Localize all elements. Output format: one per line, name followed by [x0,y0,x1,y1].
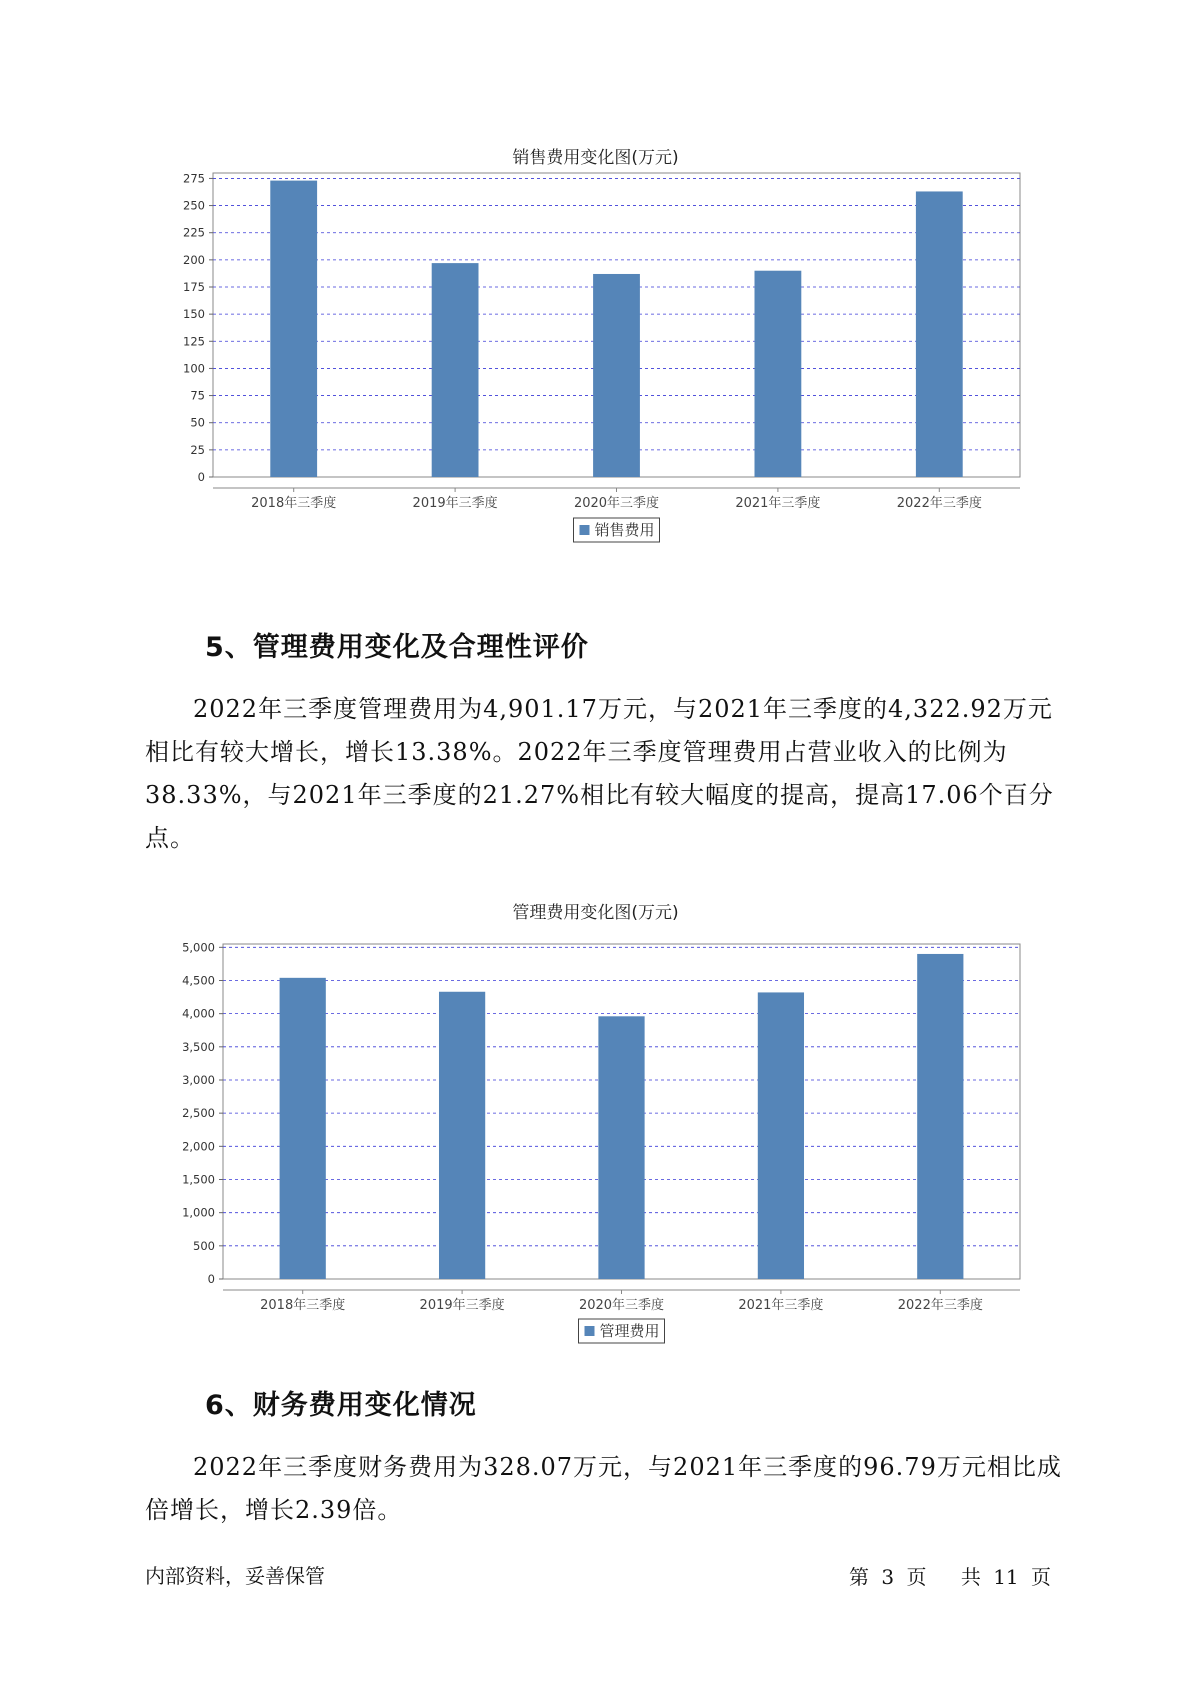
y-tick-label: 150 [183,307,205,322]
y-tick-label: 125 [183,334,205,349]
bar [432,263,479,477]
bar [916,191,963,477]
page-unit: 页 [906,1565,927,1589]
x-category-label: 2018年三季度 [260,1298,346,1313]
bar [593,274,640,477]
bar [758,992,804,1279]
x-category-label: 2022年三季度 [896,496,982,511]
y-tick-label: 2,000 [182,1139,215,1154]
legend-label: 销售费用 [594,521,655,539]
y-tick-label: 0 [197,470,205,484]
y-tick-label: 5,000 [182,940,215,955]
bar [280,978,326,1279]
x-category-label: 2019年三季度 [412,496,498,511]
x-category-label: 2021年三季度 [735,496,821,511]
y-tick-label: 1,500 [182,1172,215,1187]
y-tick-label: 4,000 [182,1006,215,1021]
bar [439,992,485,1279]
y-tick-label: 2,500 [182,1106,215,1121]
y-tick-label: 200 [183,252,205,267]
chart1-title: 销售费用变化图(万元) [512,148,679,168]
legend-label: 管理费用 [599,1322,660,1340]
section-6-heading: 6、财务费用变化情况 [205,1390,477,1421]
y-tick-label: 225 [183,225,205,240]
legend-swatch [585,1326,595,1336]
section-5-paragraph: 2022年三季度管理费用为4,901.17万元，与2021年三季度的4,322.92万元相比有较大增长，增长13.38%。2022年三季度管理费用占营业收入的比例为38.33%，与2021年三季度的21.27%相比有较大幅度的提高，提高17.06个百分点。 [145,695,1054,852]
bar [270,181,317,477]
bar [754,271,801,477]
y-tick-label: 0 [207,1272,215,1286]
x-category-label: 2021年三季度 [738,1298,824,1313]
footer-confidential-note: 内部资料，妥善保管 [145,1564,325,1588]
x-category-label: 2020年三季度 [578,1298,665,1313]
x-category-label: 2022年三季度 [897,1298,983,1313]
section-5-heading: 5、管理费用变化及合理性评价 [205,632,589,663]
y-tick-label: 4,500 [182,973,215,988]
bar [917,954,963,1279]
x-category-label: 2018年三季度 [251,496,337,511]
footer-page-info [849,1561,1051,1590]
y-tick-label: 500 [193,1238,215,1253]
y-tick-label: 3,000 [182,1072,215,1087]
x-category-label: 2019年三季度 [419,1298,505,1313]
chart2-title: 管理费用变化图(万元) [512,903,679,923]
total-number: 11 [993,1565,1019,1589]
y-tick-label: 100 [183,361,205,376]
page-number: 3 [881,1565,895,1589]
admin-expense-chart [0,925,1191,1365]
bar [598,1016,644,1279]
total-unit: 页 [1031,1565,1051,1589]
y-tick-label: 50 [190,415,205,430]
y-tick-label: 3,500 [182,1039,215,1054]
y-tick-label: 25 [190,442,205,457]
x-category-label: 2020年三季度 [573,496,660,511]
y-tick-label: 175 [183,280,205,294]
section-6-paragraph: 2022年三季度财务费用为328.07万元，与2021年三季度的96.79万元相比成倍增长，增长2.39倍。 [145,1453,1062,1524]
page-label: 第 [849,1565,870,1589]
y-tick-label: 1,000 [182,1205,215,1220]
sales-expense-chart [0,170,1191,610]
total-label: 共 [960,1565,981,1589]
legend-swatch [580,525,590,535]
y-tick-label: 250 [183,198,205,213]
y-tick-label: 75 [190,388,205,403]
y-tick-label: 275 [183,171,205,186]
